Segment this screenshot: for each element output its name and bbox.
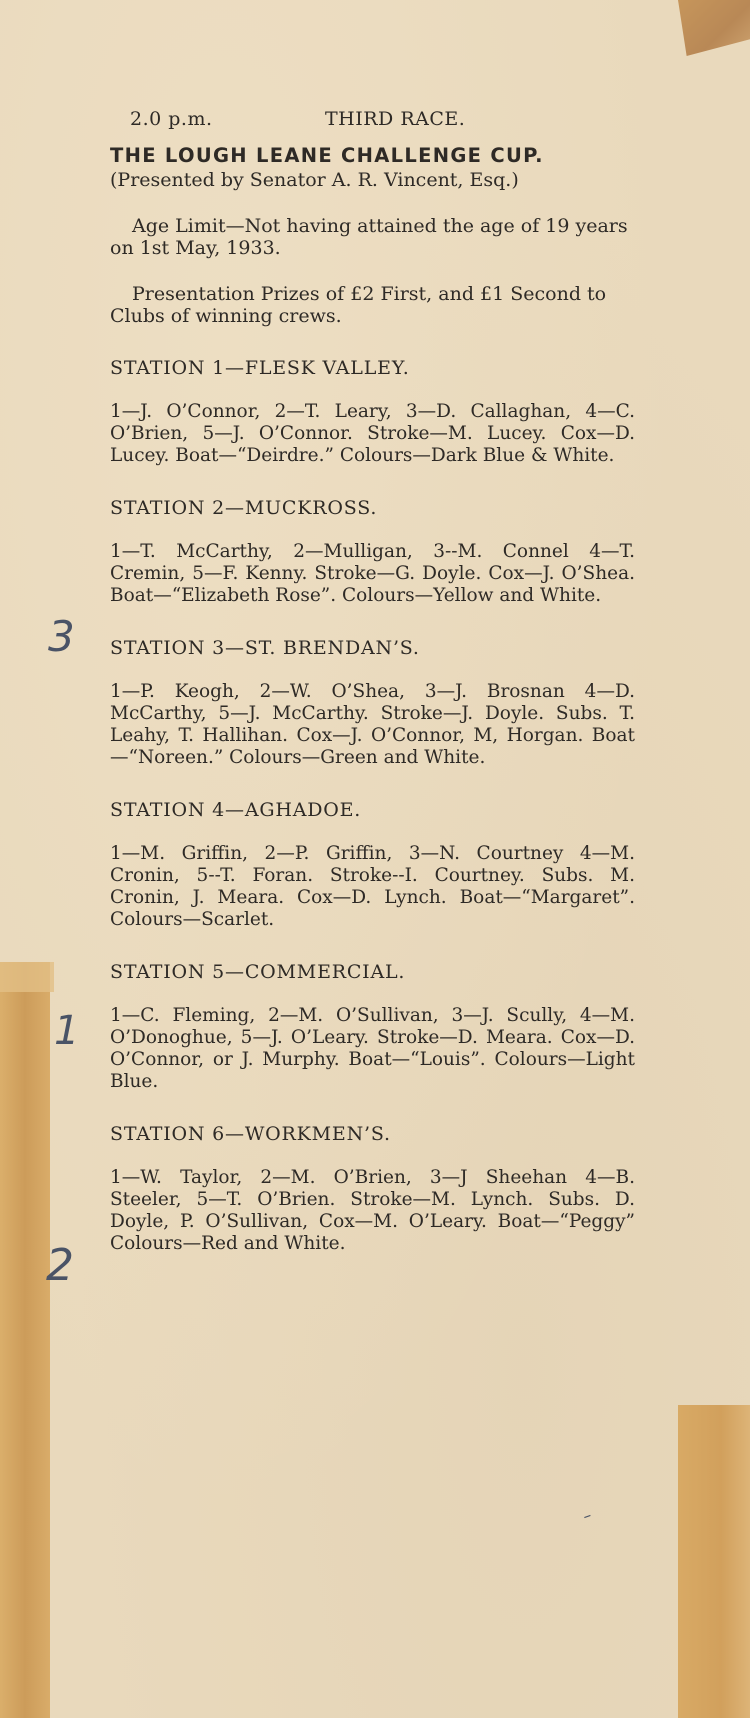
handwritten-place-mark: 1	[54, 1008, 80, 1054]
station-heading: STATION 5—COMMERCIAL.	[110, 961, 406, 983]
station-3	[110, 637, 635, 769]
race-time: 2.0 p.m.	[130, 108, 213, 130]
handwritten-place-mark: 2	[46, 1240, 74, 1291]
tape-stain-bottom-right	[678, 1405, 750, 1718]
handwritten-place-mark: 3	[48, 612, 75, 661]
station-crew: 1—W. Taylor, 2—M. O’Brien, 3—J Sheehan 4—B. Steeler, 5—T. O’Brien. Stroke—M. Lynch. Subs. D. Doyle, P. O’Sullivan, Cox—M. O’Leary. Boat—“Peggy” Colours—Red and White.	[110, 1167, 635, 1254]
station-2	[110, 497, 635, 607]
race-programme-page	[110, 108, 635, 1255]
station-5	[110, 961, 635, 1093]
tape-stain-left	[0, 962, 50, 1718]
station-heading: STATION 3—ST. BRENDAN’S.	[110, 637, 420, 659]
cup-title: THE LOUGH LEANE CHALLENGE CUP.	[110, 144, 544, 167]
handwritten-tick-mark: –	[579, 1505, 595, 1526]
race-number: THIRD RACE.	[325, 108, 466, 130]
station-heading: STATION 4—AGHADOE.	[110, 799, 362, 821]
station-1	[110, 357, 635, 467]
tape-stain-left-edge	[0, 962, 54, 992]
tape-stain-top-right	[678, 0, 750, 56]
station-crew: 1—C. Fleming, 2—M. O’Sullivan, 3—J. Scully, 4—M. O’Donoghue, 5—J. O’Leary. Stroke—D. Meara. Cox—D. O’Connor, or J. Murphy. Boat—“Louis”. Colours—Light Blue.	[110, 1005, 635, 1092]
station-6	[110, 1123, 635, 1255]
station-4	[110, 799, 635, 931]
race-header	[110, 108, 635, 130]
presented-by: (Presented by Senator A. R. Vincent, Esq.)	[110, 169, 519, 191]
prizes: Presentation Prizes of £2 First, and £1 Second to Clubs of winning crews.	[110, 283, 607, 327]
station-crew: 1—P. Keogh, 2—W. O’Shea, 3—J. Brosnan 4—D. McCarthy, 5—J. McCarthy. Stroke—J. Doyle. Subs. T. Leahy, T. Hallihan. Cox—J. O’Connor, M, Horgan. Boat—“Noreen.” Colours—Green and White.	[110, 681, 635, 768]
station-heading: STATION 2—MUCKROSS.	[110, 497, 378, 519]
station-crew: 1—J. O’Connor, 2—T. Leary, 3—D. Callaghan, 4—C. O’Brien, 5—J. O’Connor. Stroke—M. Lucey. Cox—D. Lucey. Boat—“Deirdre.” Colours—Dark Blue & White.	[110, 401, 635, 466]
station-crew: 1—M. Griffin, 2—P. Griffin, 3—N. Courtney 4—M. Cronin, 5--T. Foran. Stroke--I. Courtney. Subs. M. Cronin, J. Meara. Cox—D. Lynch. Boat—“Margaret”. Colours—Scarlet.	[110, 843, 635, 930]
station-heading: STATION 6—WORKMEN’S.	[110, 1123, 391, 1145]
station-crew: 1—T. McCarthy, 2—Mulligan, 3--M. Connel 4—T. Cremin, 5—F. Kenny. Stroke—G. Doyle. Cox—J. O’Shea. Boat—“Elizabeth Rose”. Colours—Yellow and White.	[110, 541, 635, 606]
age-limit: Age Limit—Not having attained the age of 19 years on 1st May, 1933.	[110, 215, 628, 259]
station-heading: STATION 1—FLESK VALLEY.	[110, 357, 410, 379]
